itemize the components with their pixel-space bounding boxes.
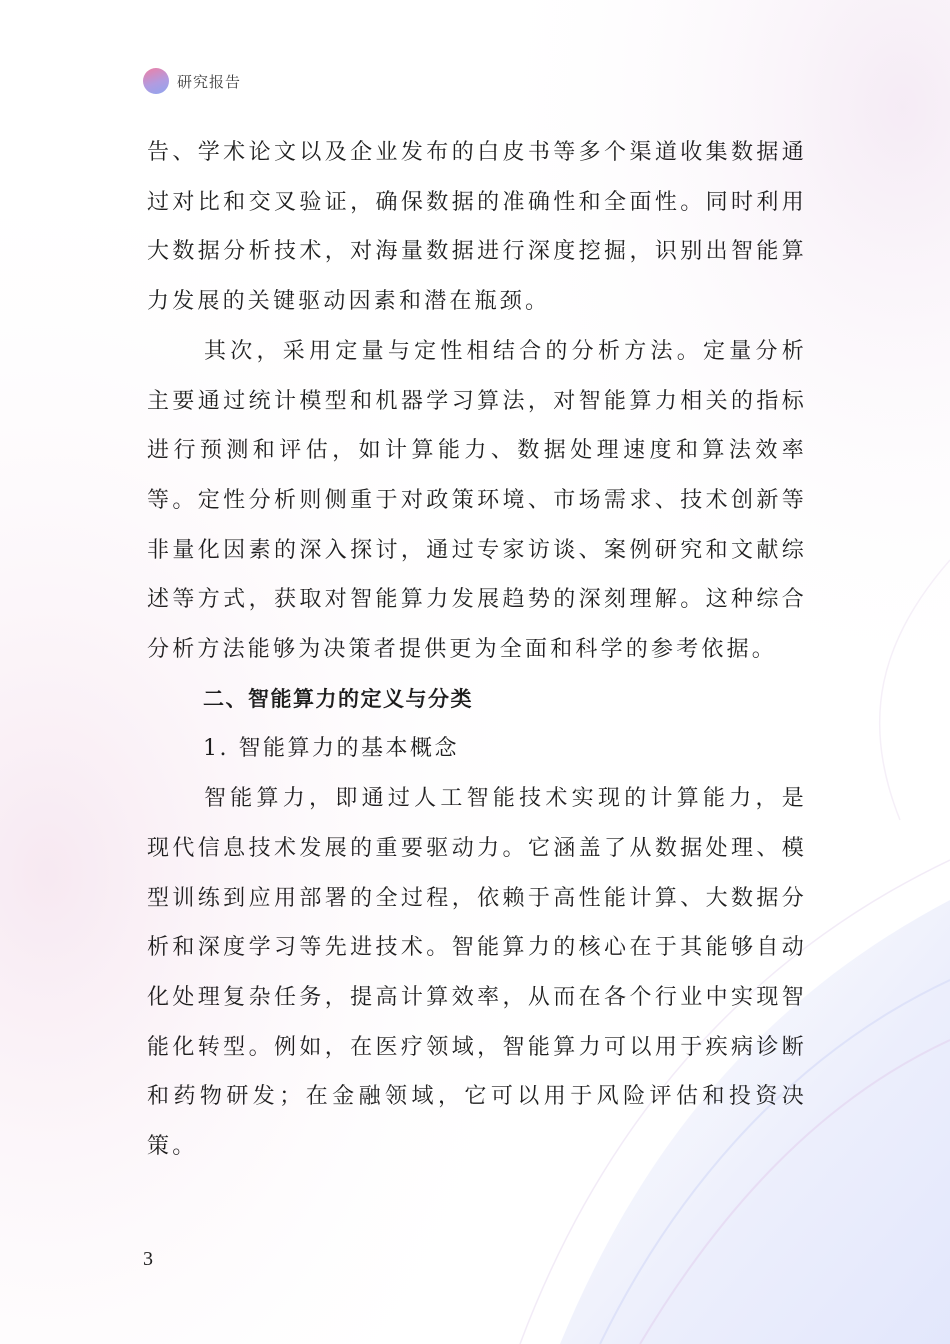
- paragraph: 智能算力，即通过人工智能技术实现的计算能力，是现代信息技术发展的重要驱动力。它涵盖了从数据处理、模型训练到应用部署的全过程，依赖于高性能计算、大数据分析和深度学习等先进技术。智能算力的核心在于其能够自动化处理复杂任务，提高计算效率，从而在各个行业中实现智能化转型。例如，在医疗领域，智能算力可以用于疾病诊断和药物研发；在金融领域，它可以用于风险评估和投资决策。: [147, 786, 807, 1160]
- report-header: [143, 66, 241, 96]
- section-heading: 二、智能算力的定义与分类: [203, 686, 473, 711]
- logo-circle-icon: [143, 68, 169, 94]
- paragraph: 其次，采用定量与定性相结合的分析方法。定量分析主要通过统计模型和机器学习算法，对智能算力相关的指标进行预测和评估，如计算能力、数据处理速度和算法效率等。定性分析则侧重于对政策环境、市场需求、技术创新等非量化因素的深入探讨，通过专家访谈、案例研究和文献综述等方式，获取对智能算力发展趋势的深刻理解。这种综合分析方法能够为决策者提供更为全面和科学的参考依据。: [147, 338, 807, 663]
- document-body: [147, 128, 807, 1172]
- paragraph: 告、学术论文以及企业发布的白皮书等多个渠道收集数据通过对比和交叉验证，确保数据的准确性和全面性。同时利用大数据分析技术，对海量数据进行深度挖掘，识别出智能算力发展的关键驱动因素和潜在瓶颈。: [147, 140, 807, 315]
- header-title: 研究报告: [177, 72, 242, 91]
- page-number: 3: [143, 1248, 153, 1270]
- sub-heading: 1. 智能算力的基本概念: [203, 736, 459, 762]
